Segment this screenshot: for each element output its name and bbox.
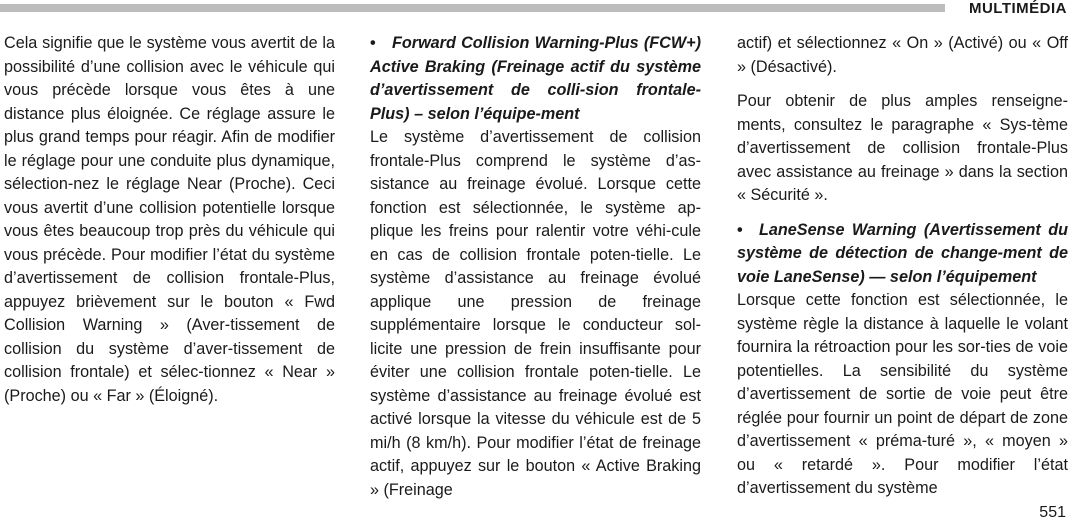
page-number: 551 — [1039, 504, 1066, 521]
bullet-icon: • — [737, 220, 743, 239]
text-column-1 — [4, 32, 335, 408]
bullet-heading — [737, 219, 1068, 290]
bullet-heading — [370, 32, 701, 126]
header-rule — [0, 4, 945, 12]
paragraph: actif) et sélectionnez « On » (Activé) ou « Off » (Désactivé). — [737, 34, 1068, 76]
text-column-3 — [737, 32, 1068, 501]
bullet-icon: • — [370, 34, 376, 52]
section-title: MULTIMÉDIA — [968, 0, 1067, 17]
heading-text: Forward Collision Warning-Plus (FCW+) Active Braking (Freinage actif du système d’avertissement de colli-sion frontale-Plus) – selon l’équipe-ment — [370, 34, 701, 123]
heading-text: LaneSense Warning (Avertissement du système de détection de change-ment de voie LaneSense) — selon l’équipement — [737, 220, 1068, 286]
paragraph: Pour obtenir de plus amples renseigne-ments, consultez le paragraphe « Sys-tème d’avertissement de collision frontale-Plus avec assistance au freinage » dans la section « Sécurité ». — [737, 92, 1068, 204]
paragraph: Cela signifie que le système vous avertit de la possibilité d’une collision avec le véhicule qui vous précède lorsque vous êtes à une distance plus éloignée. Ce réglage assure le plus grand temps pour réagir. Afin de modifier le réglage pour une conduite plus dynamique, sélection-nez le réglage Near (Proche). Ceci vous avertit d’une collision potentielle lorsque vous êtes beaucoup trop près du véhicule qui vous précède. Pour modifier l’état du système d’avertissement de collision frontale-Plus, appuyez brièvement sur le bouton « Fwd Collision Warning » (Aver-tissement de collision du système d’aver-tissement de collision frontale) et sélec-tionnez « Near » (Proche) ou « Far » (Éloigné). — [4, 34, 335, 405]
page-header — [0, 0, 1069, 18]
paragraph: Le système d’avertissement de collision frontale-Plus comprend le système d’as-sistance au freinage évolué. Lorsque cette fonction est sélectionnée, le système ap-plique les freins pour ralentir votre véhi-cule en cas de collision frontale poten-tielle. Le système d’assistance au freinage évolué applique une pression de freinage supplémentaire lorsque le conducteur sol-licite une pression de frein insuffisante pour éviter une collision frontale poten-tielle. Le système d’assistance au freinage évolué est activé lorsque la vitesse du véhicule est de 5 mi/h (8 km/h). Pour modifier l’état de freinage actif, appuyez sur le bouton « Active Braking » (Freinage — [370, 128, 701, 499]
paragraph: Lorsque cette fonction est sélectionnée, le système règle la distance à laquelle le volant fournira la rétroaction pour les sor-ties de voie potentielles. La sensibilité du système d’avertissement de sortie de voie peut être réglée pour fournir un point de départ de zone d’avertissement « préma-turé », « moyen » ou « retardé ». Pour modifier l’état d’avertissement du système — [737, 291, 1068, 497]
text-column-2 — [370, 32, 701, 502]
